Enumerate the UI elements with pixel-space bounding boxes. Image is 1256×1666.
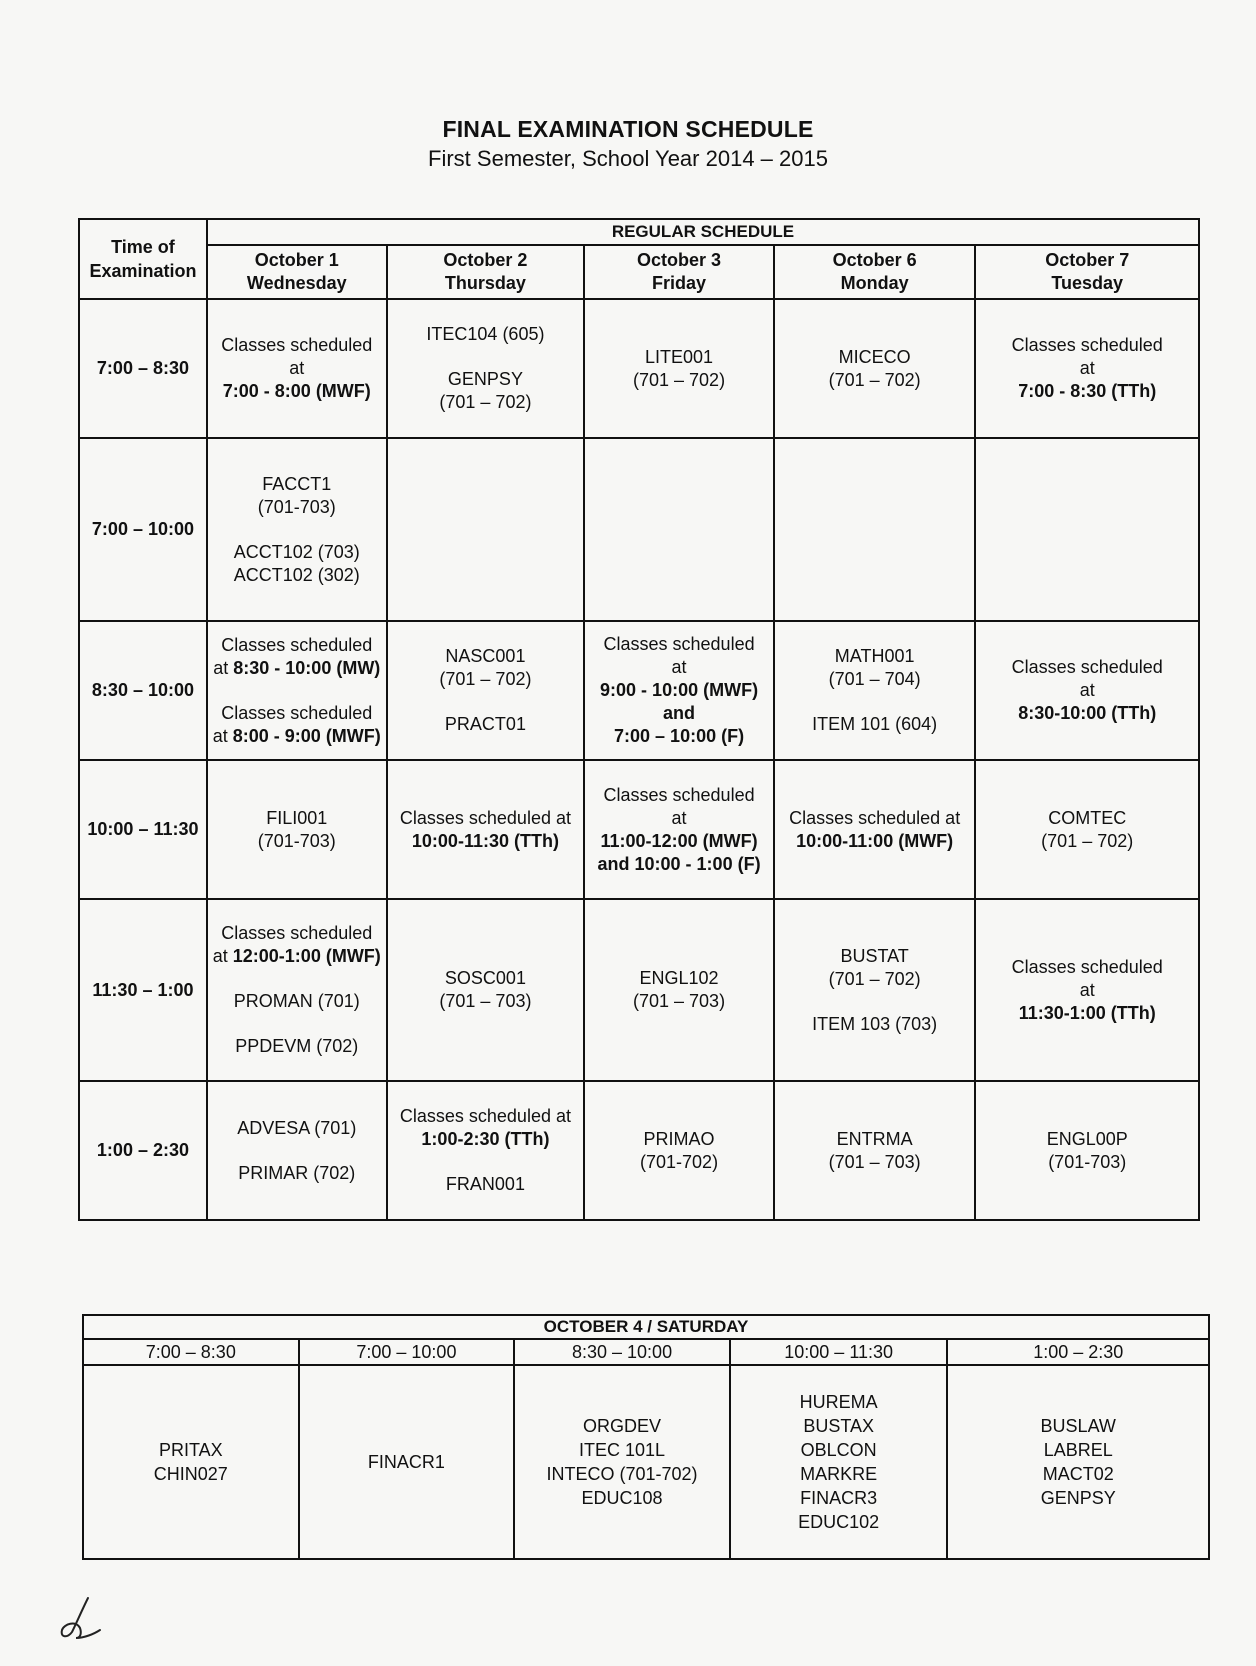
saturday-subjects bbox=[947, 1365, 1209, 1559]
schedule-cell bbox=[774, 621, 976, 760]
spacer bbox=[388, 346, 584, 368]
cell-line: (701-703) bbox=[257, 496, 336, 517]
cell-line: Classes scheduled at bbox=[399, 807, 571, 828]
cell-line: Classes scheduled bbox=[603, 634, 755, 654]
cell-line: SOSC001 bbox=[444, 968, 526, 988]
saturday-time-slot: 7:00 – 10:00 bbox=[299, 1339, 515, 1365]
cell-line: (701 – 702) bbox=[439, 392, 532, 412]
cell-line: BUSTAX bbox=[803, 1416, 874, 1436]
cell-line: (701 – 704) bbox=[828, 669, 921, 689]
cell-line: GENPSY bbox=[447, 369, 523, 389]
spacer bbox=[775, 991, 975, 1013]
schedule-cell bbox=[584, 760, 774, 899]
cell-line: FRAN001 bbox=[445, 1174, 525, 1194]
cell-line: at 8:30 - 10:00 (MW) bbox=[213, 657, 381, 678]
schedule-cell bbox=[584, 621, 774, 760]
day-header-row bbox=[79, 245, 1199, 299]
cell-line: PROMAN (701) bbox=[233, 991, 360, 1011]
time-slot-row bbox=[79, 1081, 1199, 1220]
schedule-cell bbox=[387, 899, 585, 1081]
spacer bbox=[208, 968, 386, 990]
handwritten-initial bbox=[54, 1594, 104, 1644]
cell-line: Classes scheduled bbox=[1011, 657, 1163, 677]
spacer bbox=[388, 691, 584, 713]
saturday-time-slot: 10:00 – 11:30 bbox=[730, 1339, 948, 1365]
cell-line: ITEM 103 (703) bbox=[812, 1013, 938, 1034]
regular-schedule-table bbox=[78, 218, 1200, 1221]
regular-schedule-body bbox=[79, 299, 1199, 1220]
schedule-cell bbox=[774, 1081, 976, 1220]
day-header bbox=[207, 245, 387, 299]
cell-line: 8:30-10:00 (TTh) bbox=[1018, 703, 1157, 723]
schedule-cell bbox=[774, 438, 976, 621]
cell-line: FINACR3 bbox=[800, 1488, 878, 1508]
cell-line: LABREL bbox=[1043, 1440, 1113, 1460]
regular-schedule-header: REGULAR SCHEDULE bbox=[207, 219, 1199, 245]
cell-line: Classes scheduled bbox=[1011, 956, 1163, 977]
cell-line: 7:00 - 8:30 (TTh) bbox=[1018, 381, 1157, 401]
schedule-cell bbox=[387, 760, 585, 899]
schedule-cell bbox=[387, 438, 585, 621]
time-slot-row bbox=[79, 899, 1199, 1081]
cell-line: (701 – 703) bbox=[439, 991, 532, 1011]
saturday-header: OCTOBER 4 / SATURDAY bbox=[83, 1315, 1209, 1339]
cell-line: 7:00 – 10:00 (F) bbox=[614, 726, 745, 746]
cell-line: (701 – 702) bbox=[828, 369, 921, 390]
time-header-line: Examination bbox=[89, 261, 197, 281]
spacer bbox=[208, 1013, 386, 1035]
cell-line: MATH001 bbox=[834, 646, 915, 666]
day-date: October 6 bbox=[832, 250, 917, 270]
saturday-subject-row bbox=[83, 1365, 1209, 1559]
page-title: FINAL EXAMINATION SCHEDULE bbox=[442, 116, 814, 142]
cell-line: Classes scheduled at bbox=[399, 1106, 571, 1126]
saturday-subjects bbox=[83, 1365, 299, 1559]
day-date: October 1 bbox=[254, 250, 339, 270]
cell-line: ITEC 101L bbox=[579, 1440, 666, 1460]
cell-line: at bbox=[671, 657, 687, 677]
cell-line: 9:00 - 10:00 (MWF) bbox=[600, 680, 759, 700]
cell-line: Classes scheduled bbox=[221, 335, 373, 355]
schedule-cell bbox=[387, 299, 585, 438]
saturday-time-row bbox=[83, 1339, 1209, 1365]
cell-line: 10:00-11:00 (MWF) bbox=[796, 830, 954, 851]
cell-line: LITE001 bbox=[645, 346, 714, 367]
time-header bbox=[79, 219, 207, 299]
cell-line: at bbox=[1079, 979, 1095, 1000]
schedule-cell bbox=[774, 760, 976, 899]
cell-line: GENPSY bbox=[1040, 1488, 1116, 1508]
cell-line: INTECO (701-702) bbox=[546, 1464, 698, 1484]
cell-line: MARKRE bbox=[800, 1464, 878, 1484]
cell-line: ITEM 101 (604) bbox=[812, 714, 938, 734]
cell-line: BUSTAT bbox=[840, 945, 909, 966]
schedule-cell bbox=[975, 899, 1199, 1081]
cell-line: 10:00-11:30 (TTh) bbox=[411, 830, 559, 851]
time-slot: 1:00 – 2:30 bbox=[79, 1081, 207, 1220]
cell-line: OBLCON bbox=[800, 1440, 877, 1460]
day-name: Tuesday bbox=[1051, 273, 1124, 293]
cell-line: ADVESA (701) bbox=[237, 1117, 357, 1138]
time-slot-row bbox=[79, 299, 1199, 438]
schedule-cell bbox=[207, 438, 387, 621]
cell-line: at bbox=[289, 358, 305, 378]
cell-line: ITEC104 (605) bbox=[426, 324, 545, 344]
time-slot-row bbox=[79, 621, 1199, 760]
cell-line: (701-703) bbox=[1048, 1151, 1127, 1172]
cell-line: (701 – 702) bbox=[439, 669, 532, 689]
cell-line: ENGL00P bbox=[1046, 1128, 1128, 1149]
schedule-cell bbox=[975, 1081, 1199, 1220]
cell-line: CHIN027 bbox=[153, 1464, 228, 1484]
cell-line: EDUC102 bbox=[798, 1512, 880, 1532]
cell-line: and 10:00 - 1:00 (F) bbox=[597, 853, 761, 874]
day-name: Monday bbox=[840, 273, 909, 293]
time-slot-row bbox=[79, 760, 1199, 899]
schedule-cell bbox=[387, 1081, 585, 1220]
cell-line: PRIMAO bbox=[643, 1128, 715, 1149]
schedule-cell bbox=[207, 1081, 387, 1220]
saturday-schedule-table bbox=[82, 1314, 1210, 1560]
cell-line: Classes scheduled bbox=[221, 634, 373, 655]
schedule-cell bbox=[774, 899, 976, 1081]
cell-line: Classes scheduled bbox=[1011, 335, 1163, 355]
time-slot: 8:30 – 10:00 bbox=[79, 621, 207, 760]
cell-line: Classes scheduled bbox=[221, 702, 373, 723]
cell-line: at 12:00-1:00 (MWF) bbox=[212, 946, 381, 966]
cell-line: ACCT102 (703) bbox=[233, 541, 360, 562]
schedule-cell bbox=[584, 899, 774, 1081]
schedule-cell bbox=[207, 899, 387, 1081]
day-header bbox=[774, 245, 976, 299]
spacer bbox=[208, 1140, 386, 1162]
saturday-time-slot: 7:00 – 8:30 bbox=[83, 1339, 299, 1365]
time-slot: 11:30 – 1:00 bbox=[79, 899, 207, 1081]
cell-line: BUSLAW bbox=[1040, 1416, 1116, 1436]
cell-line: at bbox=[1079, 358, 1095, 378]
cell-line: and bbox=[663, 703, 696, 723]
time-slot: 7:00 – 8:30 bbox=[79, 299, 207, 438]
cell-line: (701-702) bbox=[640, 1151, 719, 1172]
saturday-time-slot: 8:30 – 10:00 bbox=[514, 1339, 730, 1365]
cell-line: (701 – 703) bbox=[633, 991, 726, 1011]
schedule-cell bbox=[975, 760, 1199, 899]
cell-line: (701 – 702) bbox=[828, 968, 921, 989]
saturday-subjects bbox=[299, 1365, 515, 1559]
schedule-cell bbox=[387, 621, 585, 760]
cell-line: PRIMAR (702) bbox=[238, 1162, 356, 1183]
cell-line: PRACT01 bbox=[444, 714, 526, 734]
cell-line: at bbox=[671, 807, 687, 828]
schedule-cell bbox=[584, 299, 774, 438]
schedule-cell bbox=[584, 1081, 774, 1220]
day-name: Friday bbox=[652, 273, 707, 293]
cell-line: Classes scheduled bbox=[221, 923, 373, 943]
schedule-cell bbox=[207, 299, 387, 438]
page-subtitle: First Semester, School Year 2014 – 2015 bbox=[428, 146, 828, 171]
cell-line: Classes scheduled bbox=[603, 784, 755, 805]
saturday-subjects bbox=[514, 1365, 730, 1559]
cell-line: MACT02 bbox=[1042, 1464, 1114, 1484]
saturday-subjects bbox=[730, 1365, 948, 1559]
day-header bbox=[584, 245, 774, 299]
cell-line: ENGL102 bbox=[639, 968, 719, 988]
cell-line: FINACR1 bbox=[367, 1452, 445, 1472]
time-slot: 10:00 – 11:30 bbox=[79, 760, 207, 899]
time-slot-row bbox=[79, 438, 1199, 621]
cell-line: 11:00-12:00 (MWF) bbox=[600, 830, 758, 851]
spacer bbox=[388, 1151, 584, 1173]
day-name: Thursday bbox=[444, 273, 526, 293]
day-date: October 3 bbox=[637, 250, 722, 270]
cell-line: ACCT102 (302) bbox=[233, 564, 360, 585]
schedule-cell bbox=[207, 621, 387, 760]
cell-line: ORGDEV bbox=[583, 1416, 662, 1436]
schedule-cell bbox=[584, 438, 774, 621]
schedule-cell bbox=[975, 621, 1199, 760]
cell-line: (701 – 702) bbox=[1041, 830, 1134, 851]
schedule-cell bbox=[975, 438, 1199, 621]
schedule-cell bbox=[774, 299, 976, 438]
cell-line: COMTEC bbox=[1048, 807, 1127, 828]
cell-line: 7:00 - 8:00 (MWF) bbox=[222, 381, 371, 401]
cell-line: at 8:00 - 9:00 (MWF) bbox=[212, 725, 381, 746]
cell-line: 11:30-1:00 (TTh) bbox=[1018, 1002, 1156, 1023]
cell-line: NASC001 bbox=[445, 646, 526, 666]
day-header bbox=[387, 245, 585, 299]
time-slot: 7:00 – 10:00 bbox=[79, 438, 207, 621]
cell-line: 1:00-2:30 (TTh) bbox=[421, 1129, 550, 1149]
cell-line: at bbox=[1079, 680, 1095, 700]
cell-line: (701 – 703) bbox=[828, 1151, 921, 1172]
day-name: Wednesday bbox=[246, 273, 347, 293]
cell-line: FACCT1 bbox=[262, 473, 332, 494]
day-header bbox=[975, 245, 1199, 299]
cell-line: ENTRMA bbox=[836, 1128, 913, 1149]
spacer bbox=[775, 691, 975, 713]
cell-line: PRITAX bbox=[158, 1440, 223, 1460]
saturday-time-slot: 1:00 – 2:30 bbox=[947, 1339, 1209, 1365]
cell-line: (701-703) bbox=[257, 830, 336, 851]
schedule-cell bbox=[207, 760, 387, 899]
cell-line: EDUC108 bbox=[581, 1488, 663, 1508]
cell-line: Classes scheduled at bbox=[789, 807, 961, 828]
cell-line: PPDEVM (702) bbox=[235, 1036, 359, 1056]
cell-line: FILI001 bbox=[266, 807, 328, 828]
spacer bbox=[208, 680, 386, 702]
day-date: October 2 bbox=[443, 250, 528, 270]
time-header-line: Time of bbox=[111, 237, 175, 257]
cell-line: MICECO bbox=[838, 346, 911, 367]
day-date: October 7 bbox=[1045, 250, 1130, 270]
schedule-cell bbox=[975, 299, 1199, 438]
cell-line: (701 – 702) bbox=[633, 369, 726, 390]
spacer bbox=[208, 519, 386, 541]
cell-line: HUREMA bbox=[799, 1392, 878, 1412]
